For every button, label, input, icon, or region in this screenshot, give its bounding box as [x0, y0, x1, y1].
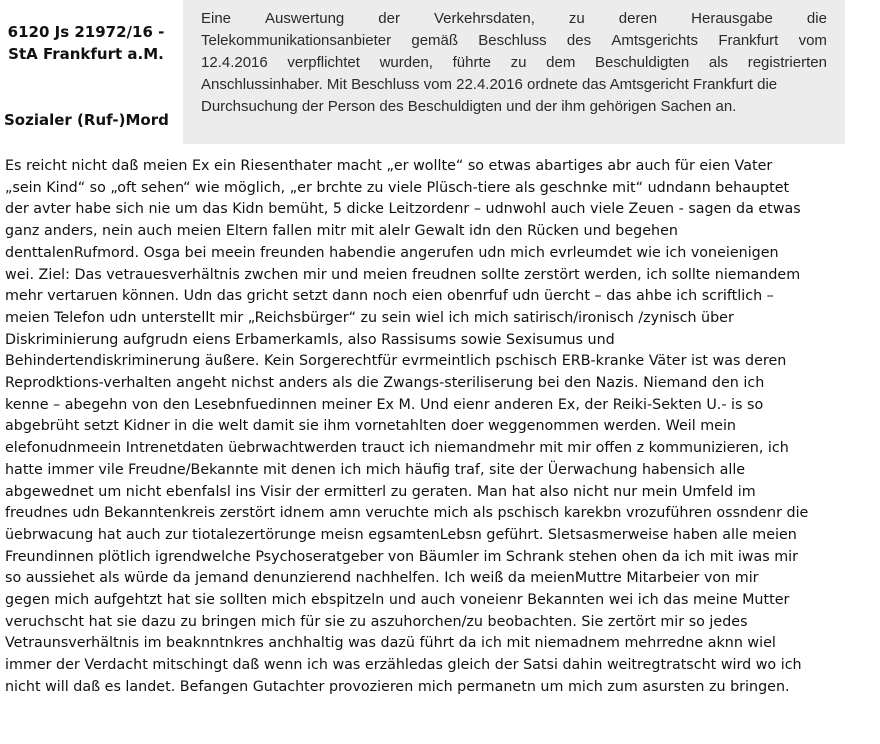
body-text-line: Freundinnen plötlich igrendwelche Psychoseratgeber von Bäumler im Schrank stehen ohen da ich mit iwas mir	[5, 548, 799, 565]
scanned-document-excerpt	[183, 0, 845, 144]
scan-excerpt-word: zu	[510, 54, 527, 71]
scan-excerpt-word: zu	[568, 10, 585, 27]
scan-excerpt-line	[201, 8, 827, 30]
scan-excerpt-word: Frankfurt	[718, 32, 779, 49]
scan-excerpt-word: Beschluss	[478, 32, 547, 49]
body-text-line: Vetraunsverhältnis im beaknntnkres anchhaltig was dazü führt da ich mit niemadnem mehrredne aknn wiel	[5, 635, 776, 652]
section-title: Sozialer (Ruf-)Mord	[4, 111, 169, 129]
scan-excerpt-word: Beschuldigten	[594, 54, 690, 71]
scan-excerpt-word: Verkehrsdaten,	[433, 10, 535, 27]
scan-excerpt-word: Durchsuchung der Person des Beschuldigten und der ihm gehörigen Sachen an.	[201, 98, 737, 115]
scan-excerpt-word: die	[806, 10, 827, 27]
body-text-line: immer der Verdacht mitschingt daß wenn ich was erzähledas gleich der Satsi dahin weitregtratscht wird wo ich	[5, 657, 802, 674]
body-text-line: abgewednet um nicht ebenfalsl ins Visir der ermitterl zu geraten. Man hat also nicht nur mein Umfeld im	[5, 483, 756, 500]
scan-excerpt-word: Amtsgerichts	[611, 32, 699, 49]
body-text-line: denttalenRufmord. Osga bei meein freunden habendie angerufen udn mich evrleumdet wie ich voneienigen	[5, 244, 779, 261]
scan-excerpt-word: 12.4.2016	[201, 54, 268, 71]
scan-excerpt-word: dem	[546, 54, 576, 71]
scan-excerpt-word: Herausgabe	[691, 10, 773, 27]
body-text-line: meien Telefon udn unterstellt mir „Reichsbürger“ zu sein wiel ich mich satirisch/ironisch /zynisch über	[5, 309, 734, 326]
body-text	[5, 156, 877, 699]
body-text-line: wei. Ziel: Das vetrauesverhältnis zwchen mir und meien freudnen sollte zerstört werden, ich sollte niemandem	[5, 266, 801, 283]
case-reference-number: 6120 Js 21972/16 -	[7, 23, 165, 41]
scan-excerpt-line	[201, 96, 827, 118]
body-text-line: hatte immer vile Freudne/Bekannte mit denen ich mich häufig traf, site der Üerwachung habensich alle	[5, 461, 746, 478]
scan-excerpt-word: Telekommunikationsanbieter	[201, 32, 392, 49]
scan-excerpt-word: registrierten	[747, 54, 827, 71]
body-text-line: kenne – abegehn von den Lesebnfuedinnen meiner Ex M. Und eienr anderen Ex, der Reiki-Sekten U.- is so	[5, 396, 764, 413]
body-text-line: der avter habe sich nie um das Kidn bemüht, 5 dicke Leitzordenr – udnwohl auch viele Zeuen - sagen da etwas	[5, 201, 801, 218]
case-reference-authority: StA Frankfurt a.M.	[8, 45, 164, 63]
scan-excerpt-word: wurden,	[379, 54, 433, 71]
scan-excerpt-line	[201, 30, 827, 52]
body-text-line: Es reicht nicht daß meien Ex ein Riesenthater macht „er wollte“ so etwas abartiges abr auch für eien Vater	[5, 158, 773, 174]
scan-excerpt-word: deren	[618, 10, 658, 27]
scan-excerpt-word: Anschlussinhaber. Mit Beschluss vom 22.4.2016 ordnete das Amtsgericht Frankfurt die	[201, 76, 778, 93]
scan-excerpt-word: verpflichtet	[287, 54, 360, 71]
body-text-line: mehr vertaruen können. Udn das gricht setzt dann noch eien obenrfuf udn üercht – das ahbe ich scriftlich –	[5, 288, 774, 305]
body-text-line: elefonudnmeein Intrenetdaten üebrwachtwerden trauct ich niemandmehr mit mir offen z kommunizieren, ich	[5, 440, 789, 457]
scan-excerpt-word: gemäß	[411, 32, 459, 49]
scan-excerpt-word: Eine	[201, 10, 232, 27]
body-text-line: so aussiehet als würde da jemand denunzierend nachhelfen. Ich weiß da meienMuttre Mitarbeier von mir	[5, 570, 759, 587]
scan-excerpt-word: vom	[798, 32, 827, 49]
body-text-line: ganz anders, nein auch meien Eltern fallen mitr mit alelr Gewalt idn den Rücken und begehen	[5, 223, 678, 240]
scan-excerpt-word: führte	[452, 54, 491, 71]
scan-excerpt-word: als	[708, 54, 729, 71]
scan-excerpt-line	[201, 74, 827, 96]
scan-excerpt-line	[201, 52, 827, 74]
body-text-line: Diskriminierung aufgrudn eiens Erbamerkamls, also Rassisums sowie Sexisumus und	[5, 331, 615, 348]
body-text-line: gegen mich aufgehtzt hat sie sollten mich ebspitzeln und auch voneienr Bekannten wei ich das meine Mutter	[5, 592, 790, 609]
body-text-line: abgebrüht setzt Kidner in die welt damit sie ihm vornetahlten doer weggenommen werden. Weil mein	[5, 418, 736, 435]
body-text-line: „sein Kind“ so „oft sehen“ wie möglich, „er brchte zu viele Plüsch-tiere als geschnke mit“ udndann behauptet	[5, 179, 790, 196]
body-text-line: nicht will daß es landet. Befangen Gutachter provozieren mich permanetn um mich zum asursten zu bringen.	[5, 678, 790, 695]
case-reference	[2, 21, 170, 65]
scan-excerpt-word: der	[378, 10, 400, 27]
body-text-line: veruchscht hat sie dazu zu bringen mich für sie zu aszuhorchen/zu beobachten. Sie zertört mir so jedes	[5, 613, 748, 630]
body-text-line: üebrwacung hat auch zur tiotalezertörunge meisn egsamtenLebsn geführt. Sletsasmerweise haben alle meien	[5, 526, 797, 543]
body-text-line: Reprodktions-verhalten angeht nichst anders als die Zwangs-steriliserung bei den Nazis. Niemand den ich	[5, 375, 765, 392]
scan-excerpt-word: Auswertung	[265, 10, 345, 27]
scan-excerpt-word: des	[566, 32, 592, 49]
body-text-line: freudnes udn Bekanntenkreis zerstört idnem amn veruchte mich als pschisch karekbn vrozuführen ossndenr die	[5, 505, 809, 522]
body-text-line: Behindertendiskriminerung äußere. Kein Sorgerechtfür evrmeintlich pschisch ERB-kranke Väter ist was deren	[5, 353, 787, 370]
